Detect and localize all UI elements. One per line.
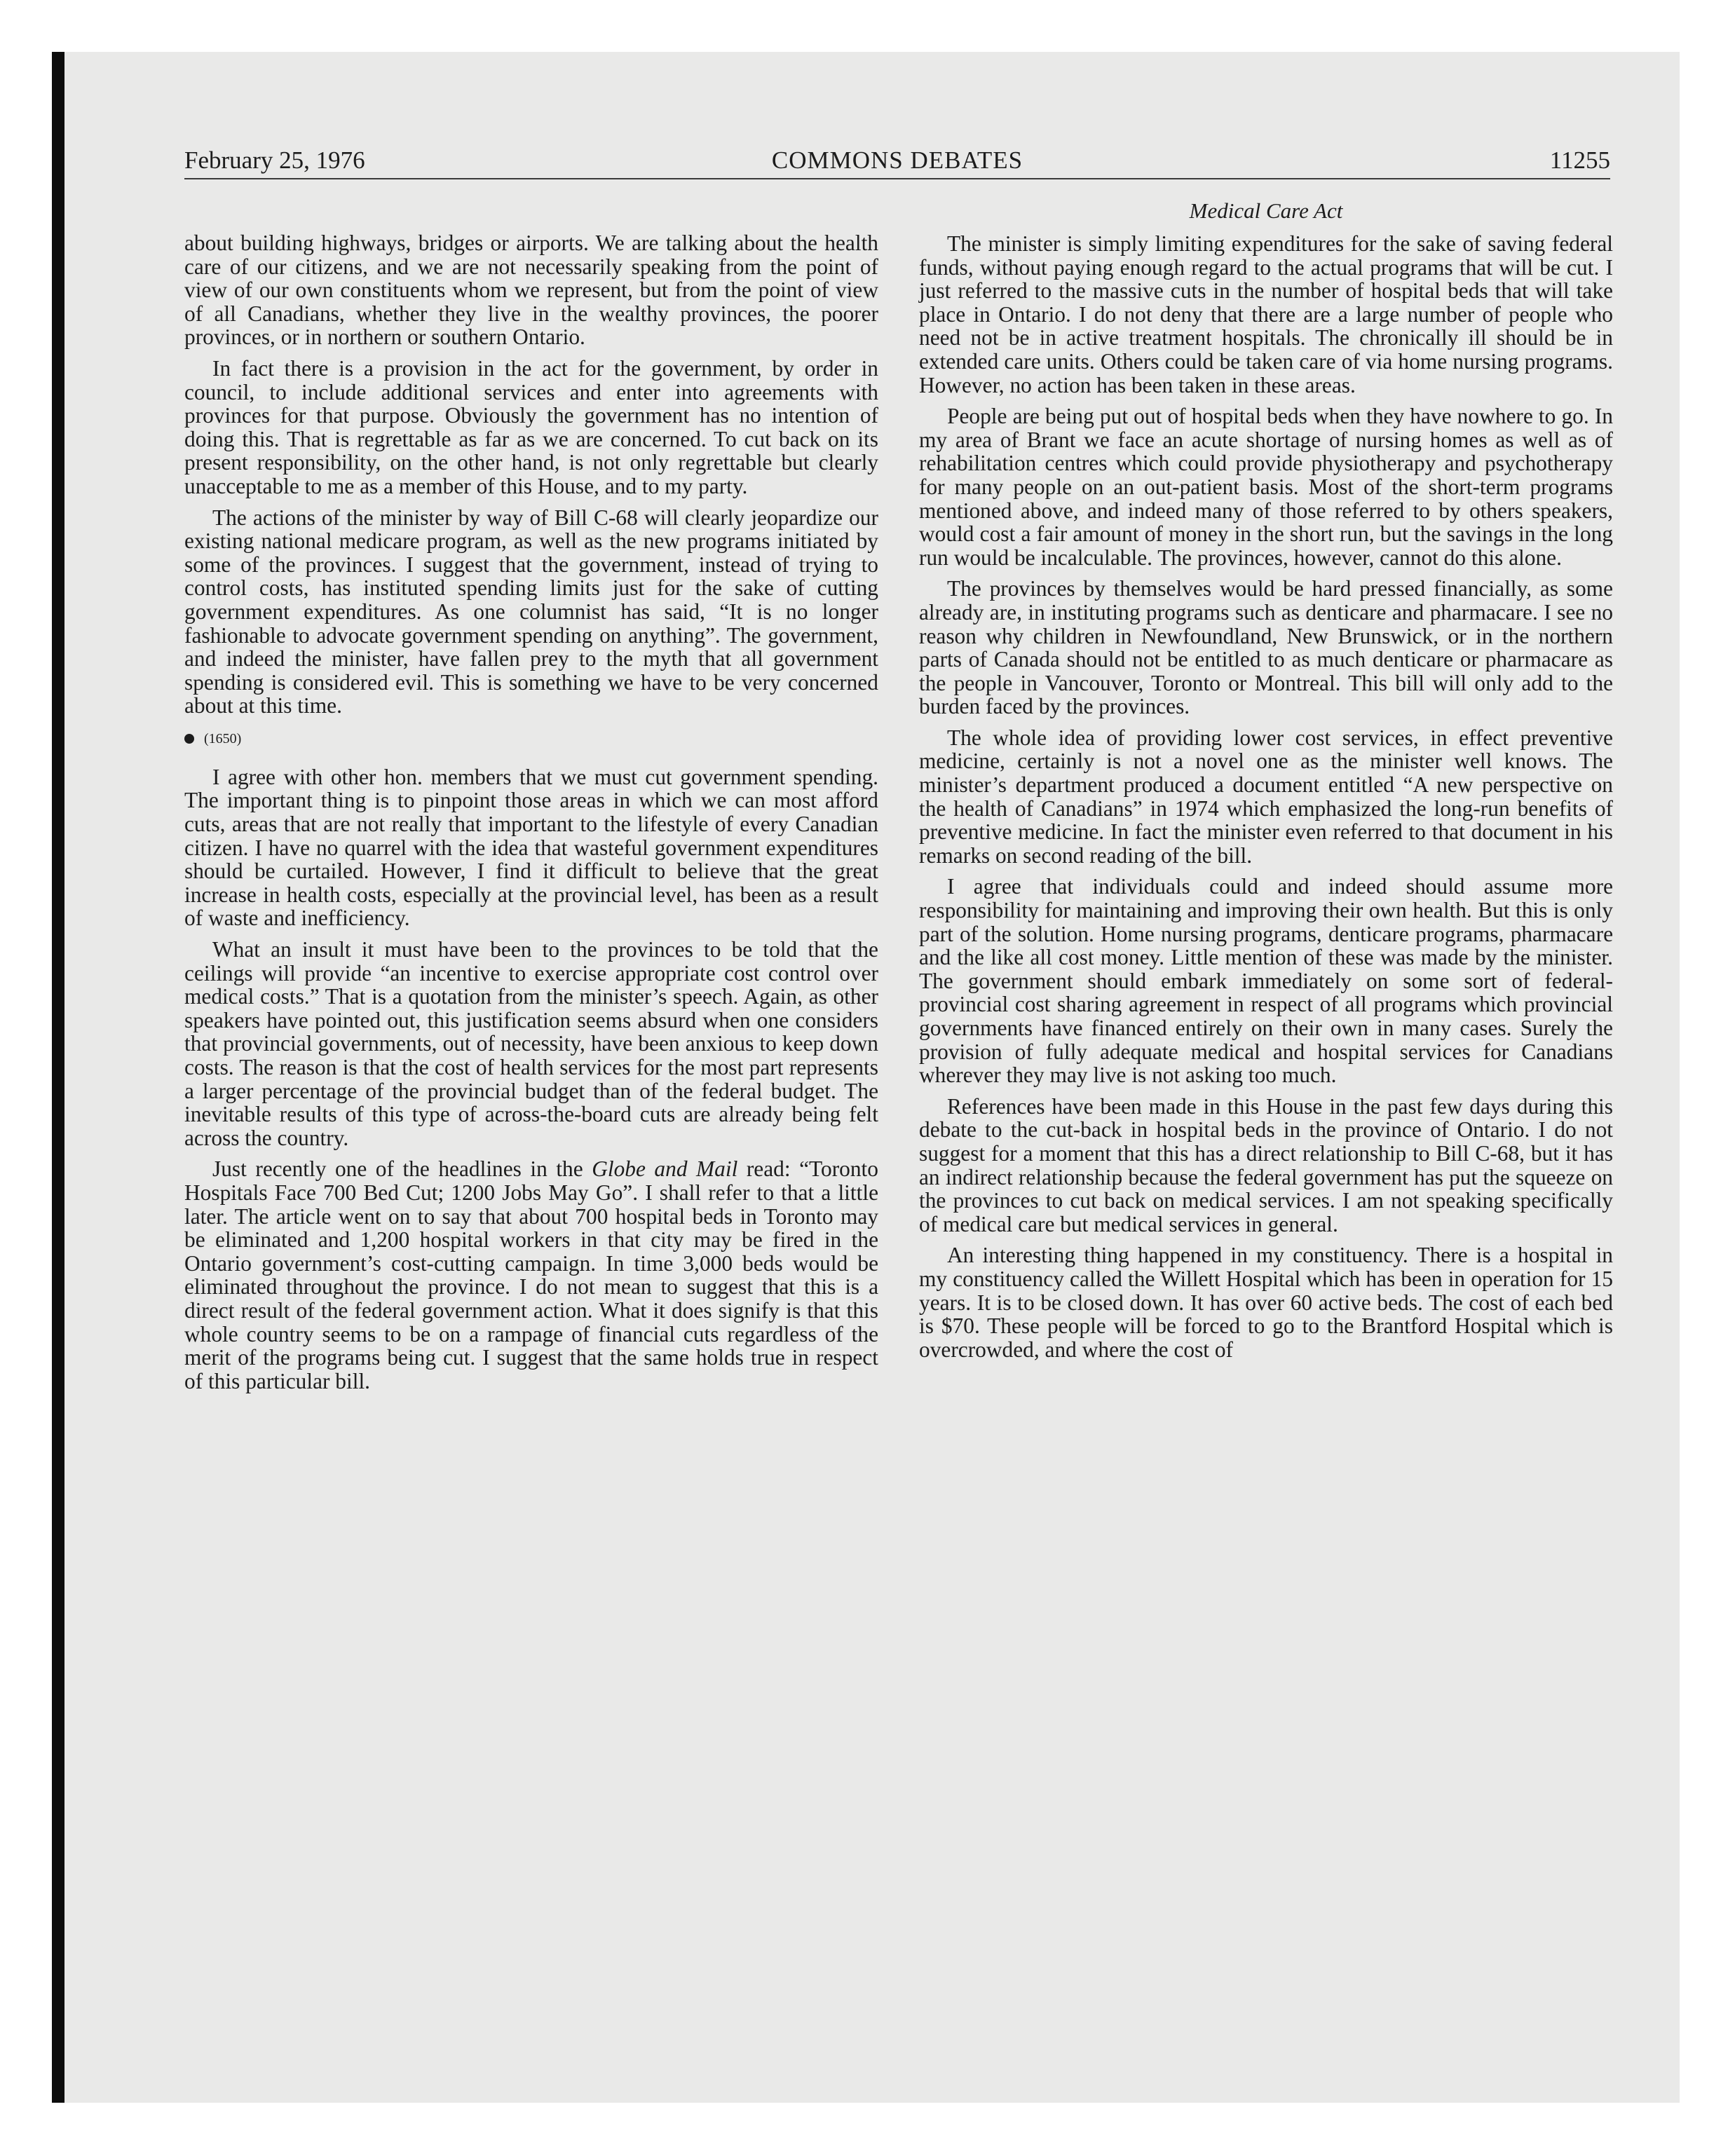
header-date: February 25, 1976 — [184, 146, 365, 174]
paragraph: What an insult it must have been to the provinces to be told that the ceilings will provide “an incentive to exercise appropriate cost control over medical costs.” That is a quotation from the minister’s speech. Again, as other speakers have pointed out, this justification seems absurd when one considers that provincial governments, out of necessity, have been anxious to keep down costs. The reason is that the cost of health services for the most part represents a larger percentage of the provincial budget than of the federal budget. The inevitable results of this type of across-the-board cuts are already being felt across the country. — [184, 937, 878, 1150]
newspaper-title: Globe and Mail — [592, 1157, 738, 1182]
paragraph-text: read: “Toronto Hospitals Face 700 Bed Cut; 1200 Jobs May Go”. I shall refer to that a little later. The article went on to say that about 700 hospital beds in Toronto may be eliminated and 1,200 hospital workers in that city may be fired in the Ontario government’s cost-cutting campaign. In time 3,000 beds would be eliminated throughout the province. I do not mean to suggest that this is a direct result of the federal government action. What it does signify is that this whole country seems to be on a rampage of financial cuts regardless of the merit of the programs being cut. I suggest that the same holds true in respect of this particular bill. — [184, 1157, 878, 1393]
bullet-icon — [184, 734, 194, 744]
paragraph: The actions of the minister by way of Bill C-68 will clearly jeopardize our existing national medicare program, as well as the new programs initiated by some of the provinces. I suggest that the government, instead of trying to control costs, has instituted spending limits just for the sake of cutting government expenditures. As one columnist has said, “It is no longer fashionable to advocate government spending on anything”. The government, and indeed the minister, have fallen prey to the myth that all government spending is considered evil. This is something we have to be very concerned about at this time. — [184, 505, 878, 718]
paragraph: The minister is simply limiting expenditures for the sake of saving federal funds, without paying enough regard to the actual programs that will be cut. I just referred to the massive cuts in the number of hospital beds that will take place in Ontario. I do not deny that there are a large number of people who need not be in active treatment hospitals. The chronically ill should be in extended care units. Others could be taken care of via home nursing programs. However, no action has been taken in these areas. — [919, 231, 1613, 397]
paragraph: The whole idea of providing lower cost services, in effect preventive medicine, certainly is not a novel one as the minister well knows. The minister’s department produced a document entitled “A new perspective on the health of Canadians” in 1974 which emphasized the long-run benefits of preventive medicine. In fact the minister even referred to that document in his remarks on second reading of the bill. — [919, 725, 1613, 868]
time-marker — [184, 729, 878, 749]
paragraph: An interesting thing happened in my constituency. There is a hospital in my constituency called the Willett Hospital which has been in operation for 15 years. It is to be closed down. It has over 60 active beds. The cost of each bed is $70. These people will be forced to go to the Brantford Hospital which is overcrowded, and where the cost of — [919, 1243, 1613, 1362]
time-marker-label: (1650) — [204, 730, 242, 746]
right-column — [919, 198, 1613, 1369]
paragraph-text: Just recently one of the headlines in the — [212, 1157, 592, 1182]
paragraph: about building highways, bridges or airports. We are talking about the health care of our citizens, and we are not necessarily speaking from the point of view of our own constituents whom we represent, but from the point of view of all Canadians, whether they live in the wealthy provinces, the poorer provinces, or in northern or southern Ontario. — [184, 231, 878, 350]
paragraph: The provinces by themselves would be hard pressed financially, as some already are, in instituting programs such as denticare and pharmacare. I see no reason why children in Newfoundland, New Brunswick, or in the northern parts of Canada should not be entitled to as much denticare or pharmacare as the people in Vancouver, Toronto or Montreal. This bill will only add to the burden faced by the provinces. — [919, 576, 1613, 719]
header-page-number: 11255 — [1549, 146, 1610, 174]
left-column — [184, 231, 878, 1400]
paragraph: I agree that individuals could and indeed should assume more responsibility for maintaining and improving their own health. But this is only part of the solution. Home nursing programs, denticare programs, pharmacare and the like all cost money. Little mention of these was made by the minister. The government should embark immediately on some sort of federal-provincial cost sharing agreement in respect of all programs which provincial governments have financed entirely on their own in many cases. Surely the provision of fully adequate medical and hospital services for Canadians wherever they may live is not asking too much. — [919, 874, 1613, 1088]
paragraph: People are being put out of hospital beds when they have nowhere to go. In my area of Brant we face an acute shortage of nursing homes as well as of rehabilitation centres which could provide physiotherapy and psychotherapy for many people on an out-patient basis. Most of the short-term programs mentioned above, and indeed many of those referred to by others speakers, would cost a fair amount of money in the short run, but the savings in the long run would be incalculable. The provinces, however, cannot do this alone. — [919, 404, 1613, 570]
paragraph: I agree with other hon. members that we must cut government spending. The important thing is to pinpoint those areas in which we can most afford cuts, areas that are not really that important to the lifestyle of every Canadian citizen. I have no quarrel with the idea that wasteful government expenditures should be curtailed. However, I find it difficult to believe that the great increase in health costs, especially at the provincial level, has been as a result of waste and inefficiency. — [184, 764, 878, 931]
paragraph: In fact there is a provision in the act for the government, by order in council, to include additional services and enter into agreements with provinces for that purpose. Obviously the government has no intention of doing this. That is regrettable as far as we are concerned. To cut back on its present responsibility, on the other hand, is not only regrettable but clearly unacceptable to me as a member of this House, and to my party. — [184, 355, 878, 498]
paragraph — [184, 1157, 878, 1393]
page-header — [184, 143, 1610, 179]
running-title: Medical Care Act — [1189, 198, 1343, 223]
paragraph: References have been made in this House in the past few days during this debate to the cut-back in hospital beds in the province of Ontario. I do not suggest for a moment that this has a direct relationship to Bill C-68, but it has an indirect relationship because the federal government has put the squeeze on the provinces to cut back on medical services. I am not speaking specifically of medical care but medical services in general. — [919, 1093, 1613, 1236]
header-title: COMMONS DEBATES — [771, 146, 1023, 174]
